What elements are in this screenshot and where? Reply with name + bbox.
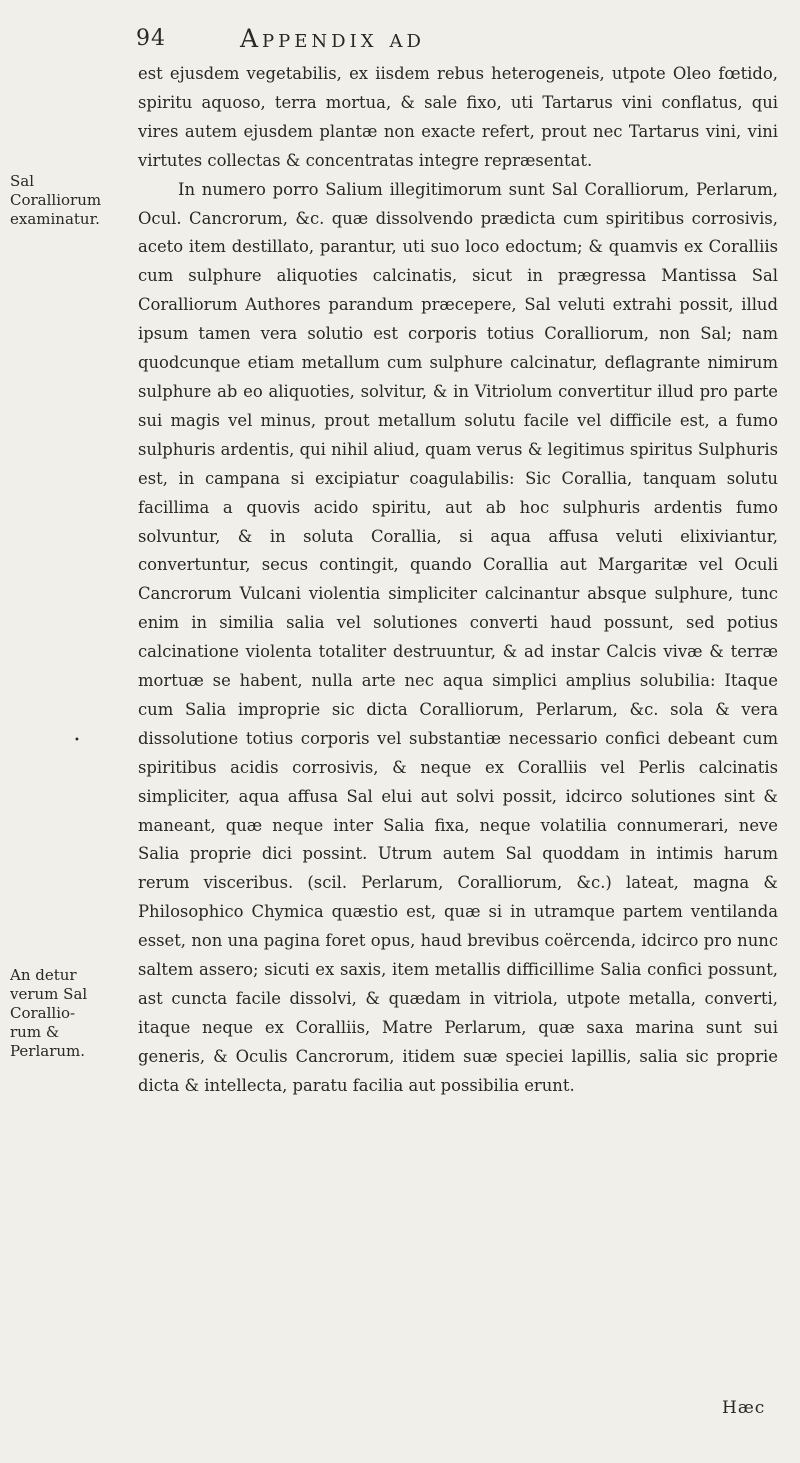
- paragraph: est ejusdem vegetabilis, ex iisdem rebus heterogeneis, utpote Oleo fœtido, spiritu aquoso, terra mortua, & sale fixo, uti Tartarus vini conflatus, qui vires autem ejusdem plantæ non exacte refert, prout nec Tartarus vini, vini virtutes collectas & concentratas integre repræsentat.: [138, 64, 778, 170]
- margin-note: Sal Coralliorum examinatur.: [10, 172, 102, 228]
- running-head: Appendix ad: [240, 24, 425, 53]
- catchword: Hæc: [722, 1398, 766, 1418]
- margin-note: An detur verum Sal Corallio-rum & Perlarum.: [10, 966, 88, 1060]
- paragraph: In numero porro Salium illegitimorum sunt Sal Coralliorum, Perlarum, Ocul. Cancrorum, &c. quæ dissolvendo prædicta cum spiritibus corrosivis, aceto item destillato, parantur, uti suo loco edoctum; & quamvis ex Coralliis cum sulphure aliquoties calcinatis, sicut in prægressa Mantissa Sal Coralliorum Authores parandum præcepere, Sal veluti extrahi possit, illud ipsum tamen vera solutio est corporis totius Coralliorum, non Sal; nam quodcunque etiam metallum cum sulphure calcinatur, deflagrante nimirum sulphure ab eo aliquoties, solvitur, & in Vitriolum convertitur illud pro parte sui magis vel minus, prout metallum solutu facile vel difficile est, a fumo sulphuris ardentis, qui nihil aliud, quam verus & legitimus spiritus Sulphuris est, in campana si excipiatur coagulabilis: Sic Corallia, tanquam solutu facillima a quovis acido spiritu, aut ab hoc sulphuris ardentis fumo solvuntur, & in soluta Corallia, si aqua affusa veluti elixiviantur, convertuntur, secus contingit, quando Corallia aut Margaritæ vel Oculi Cancrorum Vulcani violentia simpliciter calcinantur absque sulphure, tunc enim in similia salia vel solutiones converti haud possunt, sed potius calcinatione violenta totaliter destruuntur, & ad instar Calcis vivæ & terræ mortuæ se habent, nulla arte nec aqua simplici amplius solubilia: Itaque cum Salia improprie sic dicta Coralliorum, Perlarum, &c. sola & vera dissolutione totius corporis vel substantiæ necessario confici debeant cum spiritibus acidis corrosivis, & neque ex Coralliis vel Perlis calcinatis simpliciter, aqua affusa Sal elui aut solvi possit, idcirco solutiones sint & maneant, quæ neque inter Salia fixa, neque volatilia connumerari, neve Salia proprie dici possint. Utrum autem Sal quoddam in intimis harum rerum visceribus. (scil. Perlarum, Coralliorum, &c.) lateat, magna & Philosophico Chymica quæstio est, quæ si in utramque partem ventilanda esset, non una pagina foret opus, haud brevibus coërcenda, idcirco pro nunc saltem assero; sicuti ex saxis, item metallis difficillime Salia confici possunt, ast cuncta facile dissolvi, & quædam in vitriola, utpote metalla, converti, itaque neque ex Coralliis, Matre Perlarum, quæ saxa marina sunt sui generis, & Oculis Cancrorum, itidem suæ speciei lapillis, salia sic proprie dicta & intellecta, paratu facilia aut possibilia erunt.: [138, 179, 778, 1095]
- page-number: 94: [136, 26, 166, 51]
- main-text: [138, 60, 778, 1101]
- stray-mark: •: [74, 735, 80, 746]
